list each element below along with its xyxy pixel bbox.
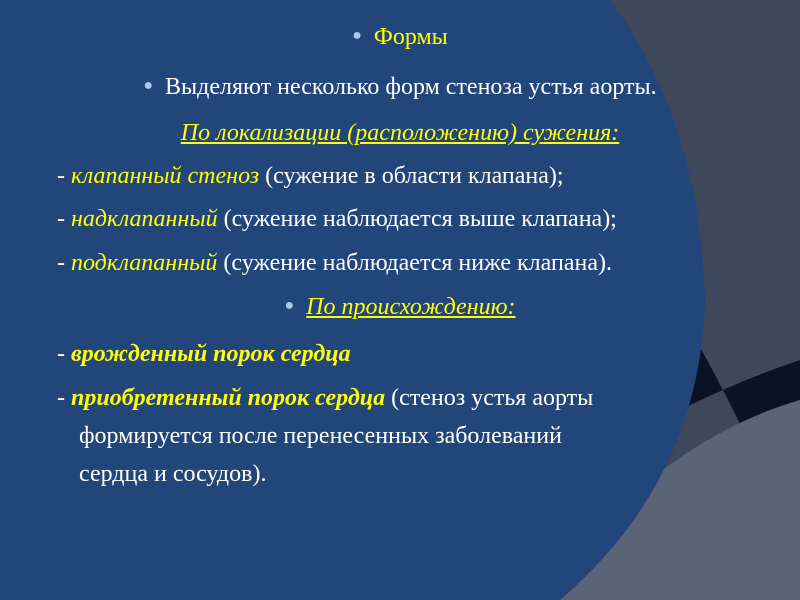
item-dash: - bbox=[57, 385, 71, 411]
bullet-icon: ● bbox=[284, 297, 295, 314]
section2-line bbox=[0, 292, 800, 325]
intro-line bbox=[0, 72, 800, 105]
item-description: (стеноз устья аорты bbox=[385, 385, 594, 411]
item-term: врожденный порок сердца bbox=[71, 341, 351, 367]
section1-heading: По локализации (расположению) сужения: bbox=[180, 120, 620, 146]
item-dash: - bbox=[57, 206, 71, 232]
item-term: подклапанный bbox=[71, 250, 218, 276]
item-description: (сужение наблюдается выше клапана); bbox=[217, 206, 617, 232]
item-term: приобретенный порок сердца bbox=[71, 385, 386, 411]
bullet-icon: ● bbox=[352, 27, 362, 44]
section2-heading: По происхождению: bbox=[306, 294, 516, 320]
list-item-supravalvular bbox=[57, 204, 617, 234]
slide-title: Формы bbox=[373, 24, 448, 50]
list-item-subvalvular bbox=[57, 248, 612, 278]
list-item-acquired bbox=[57, 383, 593, 413]
list-item-acquired-line3: сердца и сосудов). bbox=[79, 461, 267, 487]
list-item-valvular bbox=[57, 161, 564, 191]
item-term: клапанный стеноз bbox=[71, 163, 260, 189]
item-term: надклапанный bbox=[71, 206, 218, 232]
item-dash: - bbox=[57, 163, 71, 189]
intro-text: Выделяют несколько форм стеноза устья аорты. bbox=[165, 74, 657, 100]
list-item-acquired-line2: формируется после перенесенных заболеваний bbox=[79, 423, 562, 449]
bullet-icon: ● bbox=[143, 77, 154, 94]
list-item-congenital bbox=[57, 339, 351, 369]
item-description: (сужение в области клапана); bbox=[259, 163, 564, 189]
item-dash: - bbox=[57, 250, 71, 276]
title-line bbox=[0, 22, 800, 55]
item-description: (сужение наблюдается ниже клапана). bbox=[217, 250, 612, 276]
item-dash: - bbox=[57, 341, 71, 367]
